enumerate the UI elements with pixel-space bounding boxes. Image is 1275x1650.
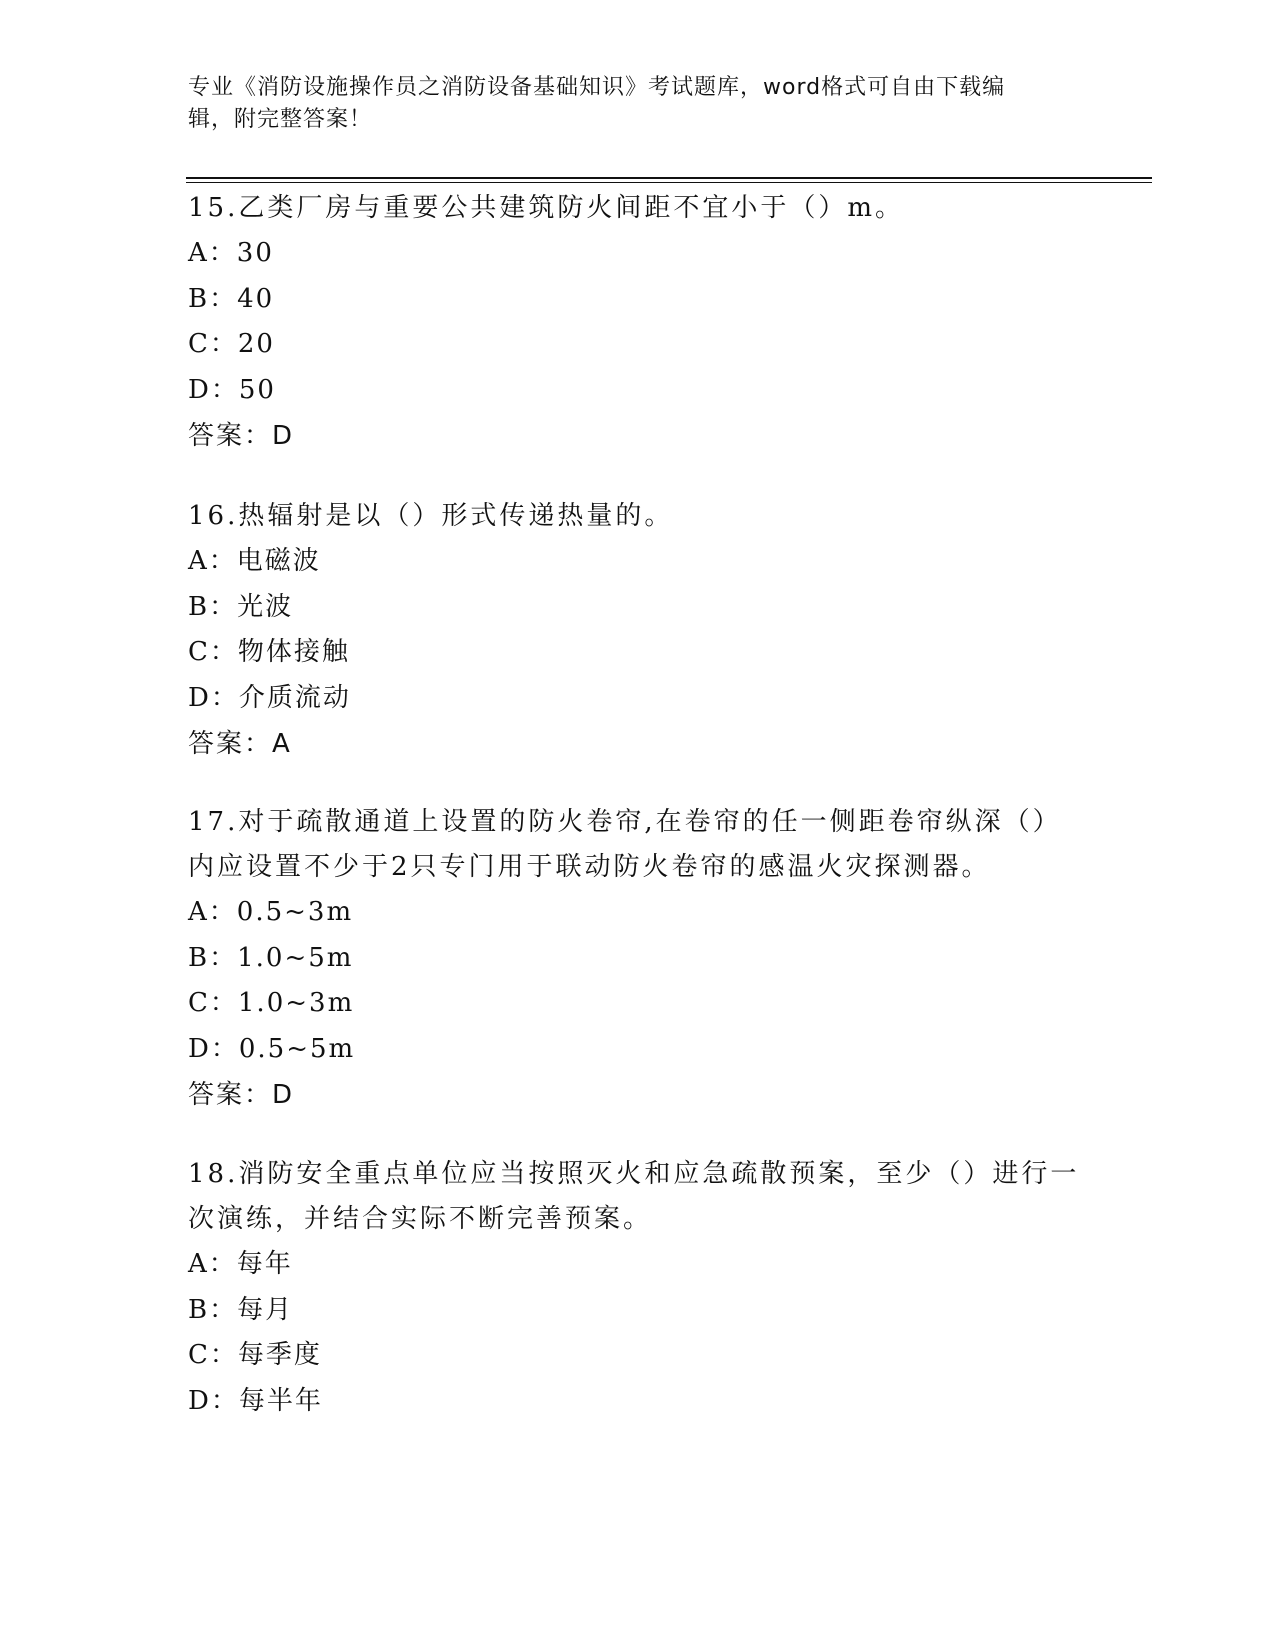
option-d: D：介质流动 bbox=[188, 682, 351, 713]
question-15 bbox=[188, 186, 1088, 459]
option-c: C：每季度 bbox=[188, 1340, 322, 1371]
option-a: A：0.5~3m bbox=[188, 897, 354, 927]
option-a: A：30 bbox=[188, 238, 274, 268]
header-divider-thick bbox=[186, 177, 1152, 179]
option-b: B：每月 bbox=[188, 1294, 294, 1325]
question-stem-line-1: 17.对于疏散通道上设置的防火卷帘,在卷帘的任一侧距卷帘纵深（） bbox=[188, 807, 1062, 837]
option-a: A：每年 bbox=[188, 1249, 293, 1279]
header-line-2: 辑，附完整答案！ bbox=[188, 107, 373, 132]
header-line-1: 专业《消防设施操作员之消防设备基础知识》考试题库，word格式可自由下载编 bbox=[188, 75, 1006, 100]
answer-line bbox=[188, 721, 1088, 767]
option-c: C：20 bbox=[188, 329, 275, 360]
question-stem-line-1: 18.消防安全重点单位应当按照灭火和应急疏散预案，至少（）进行一 bbox=[188, 1159, 1080, 1189]
document-header bbox=[188, 72, 1088, 136]
answer-label: 答案： bbox=[188, 1080, 273, 1111]
answer-value: D bbox=[272, 421, 293, 452]
answer-value: D bbox=[272, 1080, 293, 1111]
option-d: D：0.5~5m bbox=[188, 1033, 356, 1064]
option-a: A：电磁波 bbox=[188, 546, 321, 576]
answer-label: 答案： bbox=[188, 421, 273, 452]
option-d: D：50 bbox=[188, 374, 276, 405]
option-b: B：1.0~5m bbox=[188, 942, 354, 973]
question-stem: 15.乙类厂房与重要公共建筑防火间距不宜小于（）m。 bbox=[188, 193, 905, 223]
option-c: C：物体接触 bbox=[188, 637, 350, 668]
question-17 bbox=[188, 800, 1088, 1118]
question-stem-line-2: 内应设置不少于2只专门用于联动防火卷帘的感温火灾探测器。 bbox=[188, 852, 991, 882]
option-b: B：光波 bbox=[188, 591, 294, 622]
question-stem: 16.热辐射是以（）形式传递热量的。 bbox=[188, 501, 674, 531]
question-18 bbox=[188, 1152, 1088, 1424]
option-b: B：40 bbox=[188, 283, 275, 314]
answer-value: A bbox=[272, 729, 290, 760]
header-divider-thin bbox=[186, 182, 1152, 183]
option-d: D：每半年 bbox=[188, 1385, 323, 1416]
answer-line bbox=[188, 1072, 1088, 1118]
answer-label: 答案： bbox=[188, 729, 273, 760]
question-16 bbox=[188, 494, 1088, 767]
question-stem-line-2: 次演练，并结合实际不断完善预案。 bbox=[188, 1204, 653, 1234]
option-c: C：1.0~3m bbox=[188, 988, 355, 1019]
answer-line bbox=[188, 413, 1088, 459]
